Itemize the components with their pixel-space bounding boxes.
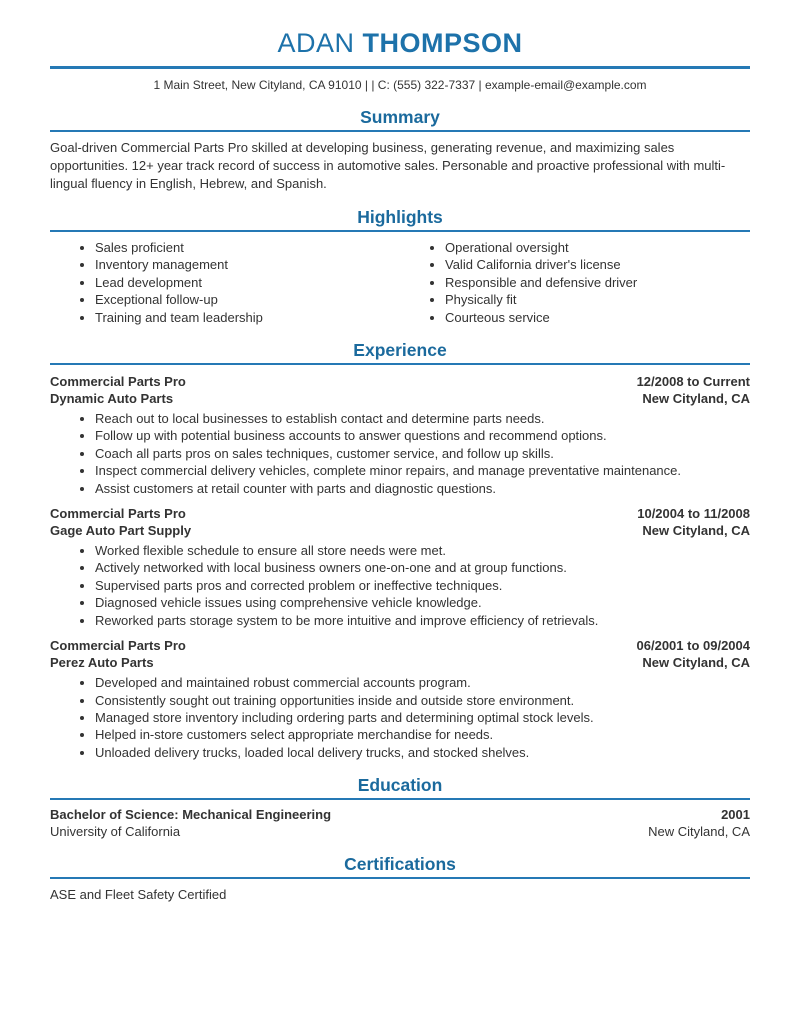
job-bullet: • Reworked parts storage system to be more intuitive and improve efficiency of retrievals. [95,612,750,629]
highlights-left-column [50,236,400,326]
education-degree-row [50,807,750,824]
highlights-right-list [400,239,750,326]
highlight-item: • Operational oversight [445,239,750,256]
section-certifications [50,854,750,904]
job-bullet: • Unloaded delivery trucks, loaded local delivery trucks, and stocked shelves. [95,744,750,761]
job-location: New Cityland, CA [642,654,750,670]
highlight-item: • Exceptional follow-up [95,291,400,308]
job-role: Commercial Parts Pro [50,506,186,522]
experience-heading: Experience [353,340,447,361]
highlight-item: • Responsible and defensive driver [445,274,750,291]
job-company: Perez Auto Parts [50,654,154,670]
job-bullet: • Inspect commercial delivery vehicles, complete minor repairs, and manage preventative maintenance. [95,462,750,479]
highlights-left-list [50,239,400,326]
highlights-right-column [400,236,750,326]
job-bullet: • Developed and maintained robust commercial accounts program. [95,674,750,691]
job-company-row [50,391,750,408]
section-summary [50,107,750,193]
job-title-row [50,506,750,523]
job-bullet: • Coach all parts pros on sales techniques, customer service, and follow up skills. [95,445,750,462]
highlights-heading: Highlights [357,207,443,227]
education-location: New Cityland, CA [648,823,750,839]
job-company-row [50,655,750,672]
highlight-item: • Inventory management [95,256,400,273]
job-bullet: • Supervised parts pros and corrected problem or ineffective techniques. [95,577,750,594]
education-divider [50,798,750,800]
job-bullet: • Managed store inventory including ordering parts and determining optimal stock levels. [95,709,750,726]
summary-heading: Summary [360,107,440,127]
job-bullet: • Worked flexible schedule to ensure all store needs were met. [95,542,750,559]
section-highlights [50,207,750,326]
candidate-first-name: ADAN [277,28,355,58]
education-entry [50,807,750,840]
job-bullet-list [50,674,750,761]
job-bullet: • Reach out to local businesses to establish contact and determine parts needs. [95,410,750,427]
job-bullet: • Helped in-store customers select appropriate merchandise for needs. [95,726,750,743]
education-degree: Bachelor of Science: Mechanical Engineering [50,807,332,823]
summary-text: Goal-driven Commercial Parts Pro skilled at developing business, generating revenue, and maximizing sales opportunities. 12+ year track record of success in automotive sales. Personable and proactive professional with multi-lingual fluency in English, Hebrew, and Spanish. [50,140,726,191]
job-dates: 06/2001 to 09/2004 [636,638,750,654]
education-heading: Education [357,775,443,796]
job-entry [50,638,750,761]
job-company: Dynamic Auto Parts [50,390,174,406]
certifications-divider [50,877,750,879]
highlight-item: • Physically fit [445,291,750,308]
highlights-columns [50,236,750,326]
resume-header [50,28,750,93]
candidate-name [50,28,750,58]
summary-divider [50,130,750,132]
job-company: Gage Auto Part Supply [50,522,192,538]
contact-line: 1 Main Street, New Cityland, CA 91010 | | C: (555) 322-7337 | example-email@example.com [153,78,647,92]
job-role: Commercial Parts Pro [50,638,186,654]
candidate-last-name: THOMPSON [362,28,523,58]
job-bullet: • Actively networked with local business owners one-on-one and at group functions. [95,559,750,576]
section-education [50,775,750,840]
certifications-heading: Certifications [344,854,456,875]
highlight-item: • Lead development [95,274,400,291]
job-entry [50,374,750,497]
job-title-row [50,374,750,391]
job-bullet: • Consistently sought out training opportunities inside and outside store environment. [95,692,750,709]
education-school: University of California [50,823,181,839]
highlight-item: • Courteous service [445,309,750,326]
job-dates: 10/2004 to 11/2008 [637,506,750,522]
job-bullet: • Assist customers at retail counter with parts and diagnostic questions. [95,480,750,497]
highlight-item: • Sales proficient [95,239,400,256]
experience-divider [50,363,750,365]
highlight-item: • Training and team leadership [95,309,400,326]
job-location: New Cityland, CA [642,522,750,538]
job-company-row [50,523,750,540]
highlights-divider [50,230,750,232]
job-bullet-list [50,410,750,497]
job-bullet: • Diagnosed vehicle issues using comprehensive vehicle knowledge. [95,594,750,611]
highlight-item: • Valid California driver's license [445,256,750,273]
education-school-row [50,824,750,841]
section-experience [50,340,750,761]
header-divider [50,66,750,69]
education-year: 2001 [721,807,750,823]
job-entry [50,506,750,629]
job-location: New Cityland, CA [642,390,750,406]
job-bullet: • Follow up with potential business accounts to answer questions and recommend options. [95,427,750,444]
job-dates: 12/2008 to Current [636,374,750,390]
job-role: Commercial Parts Pro [50,374,186,390]
job-title-row [50,638,750,655]
job-bullet-list [50,542,750,629]
certifications-text: ASE and Fleet Safety Certified [50,887,227,903]
